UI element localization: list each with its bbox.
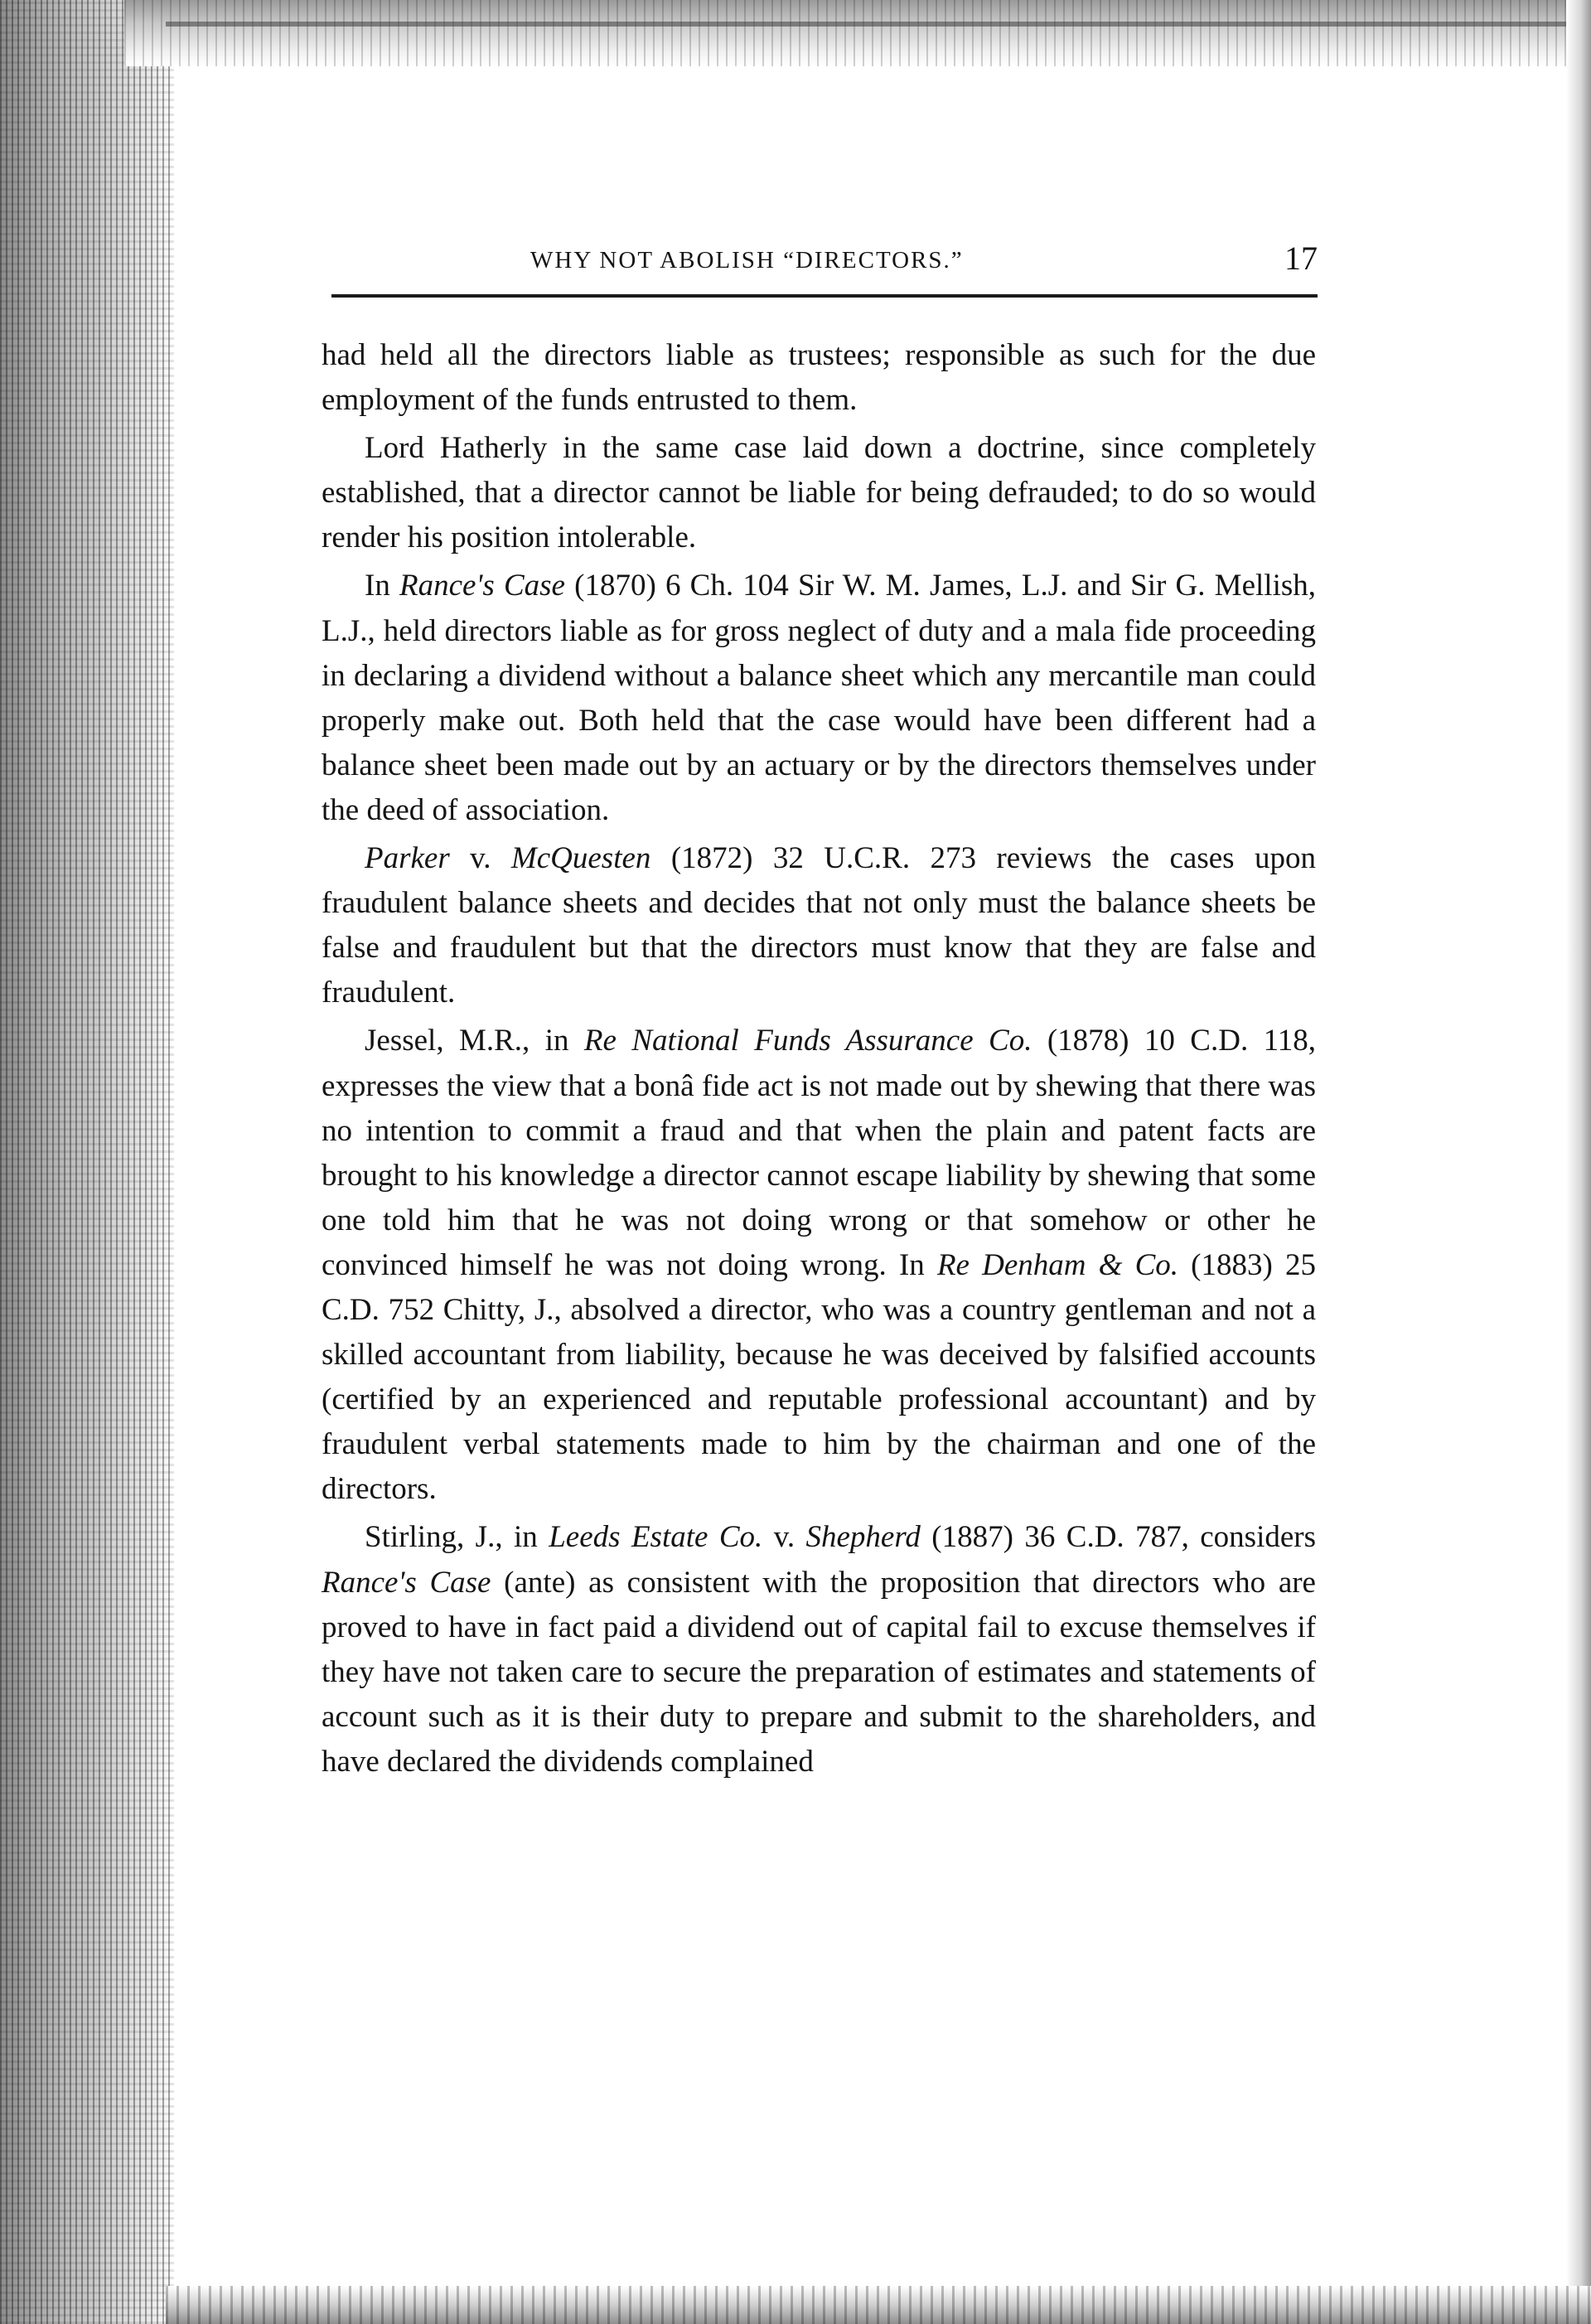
text-run: (1870) 6 Ch. 104 Sir W. M. James, L.J. and Sir G. Mellish, L.J., held directors liable as for gross neglect of duty and a mala fide proceeding in declaring a dividend without a balance sheet which any mercantile man could properly make out. Both held that the case would have been different had a balance sheet been made out by an actuary or by the directors themselves under the deed of association. [322,569,1316,827]
text-run: (1878) 10 C.D. 118, expresses the view that a bonâ fide act is not made out by shewing that there was no intention to commit a fraud and that when the plain and patent facts are brought to his knowledge a director cannot escape liability by shewing that some one told him that he was not doing wrong or that somehow or other he convinced himself he was not doing wrong. In [322,1024,1316,1282]
text-run: In [365,569,400,603]
text-run: Lord Hatherly in the same case laid down a doctrine, since completely established, that a director cannot be liable for being defrauded; to do so would render his position intolerable. [322,431,1316,555]
text-run: Jessel, M.R., in [365,1024,584,1058]
text-run: had held all the directors liable as trustees; responsible as such for the due employment of the funds entrusted to them. [322,338,1316,418]
case-name-italic: Shepherd [805,1520,921,1555]
text-run: (1872) 32 U.C.R. 273 reviews the cases upon fraudulent balance sheets and decides that not only must the balance sheets be false and fraudulent but that the directors must know that they are false and fraudulent. [322,841,1316,1010]
text-run: v. [449,841,511,876]
case-name-italic: McQuesten [510,841,651,876]
paragraph-p5 [322,1019,1316,1512]
text-run: (ante) as consistent with the proposition that directors who are proved to have in fact paid a dividend out of capital fail to excuse themselves if they have not taken care to secure the preparation of estimates and statements of account such as it is their duty to prepare and submit to the shareholders, and have declared the dividends complained [322,1565,1316,1779]
paragraph-p6 [322,1515,1316,1784]
case-name-italic: Re Denham & Co. [936,1247,1179,1282]
paragraph-p2 [322,426,1316,560]
case-name-italic: Leeds Estate Co. [549,1520,763,1555]
paragraph-p1 [322,333,1316,423]
body-text [322,333,1316,1784]
case-name-italic: Rance's Case [322,1565,491,1600]
case-name-italic: Parker [365,841,450,876]
running-title: WHY NOT ABOLISH “DIRECTORS.” [530,247,964,274]
text-run: (1887) 36 C.D. 787, considers [920,1520,1316,1555]
page-number: 17 [1284,240,1318,277]
text-run: v. [762,1520,806,1555]
text-run: Stirling, J., in [365,1520,549,1555]
running-head [331,239,1318,283]
paragraph-p4 [322,836,1316,1015]
text-run: (1883) 25 C.D. 752 Chitty, J., absolved a director, who was a country gentleman and not a skilled accountant from liability, because he was deceived by falsified accounts (certified by an experienced and reputable professional accountant) and by fraudulent verbal statements made to him by the chairman and one of the directors. [322,1247,1316,1507]
case-name-italic: Rance's Case [399,569,565,603]
header-rule [331,294,1318,298]
case-name-italic: Re National Funds Assurance Co. [583,1024,1032,1058]
paragraph-p3 [322,564,1316,833]
